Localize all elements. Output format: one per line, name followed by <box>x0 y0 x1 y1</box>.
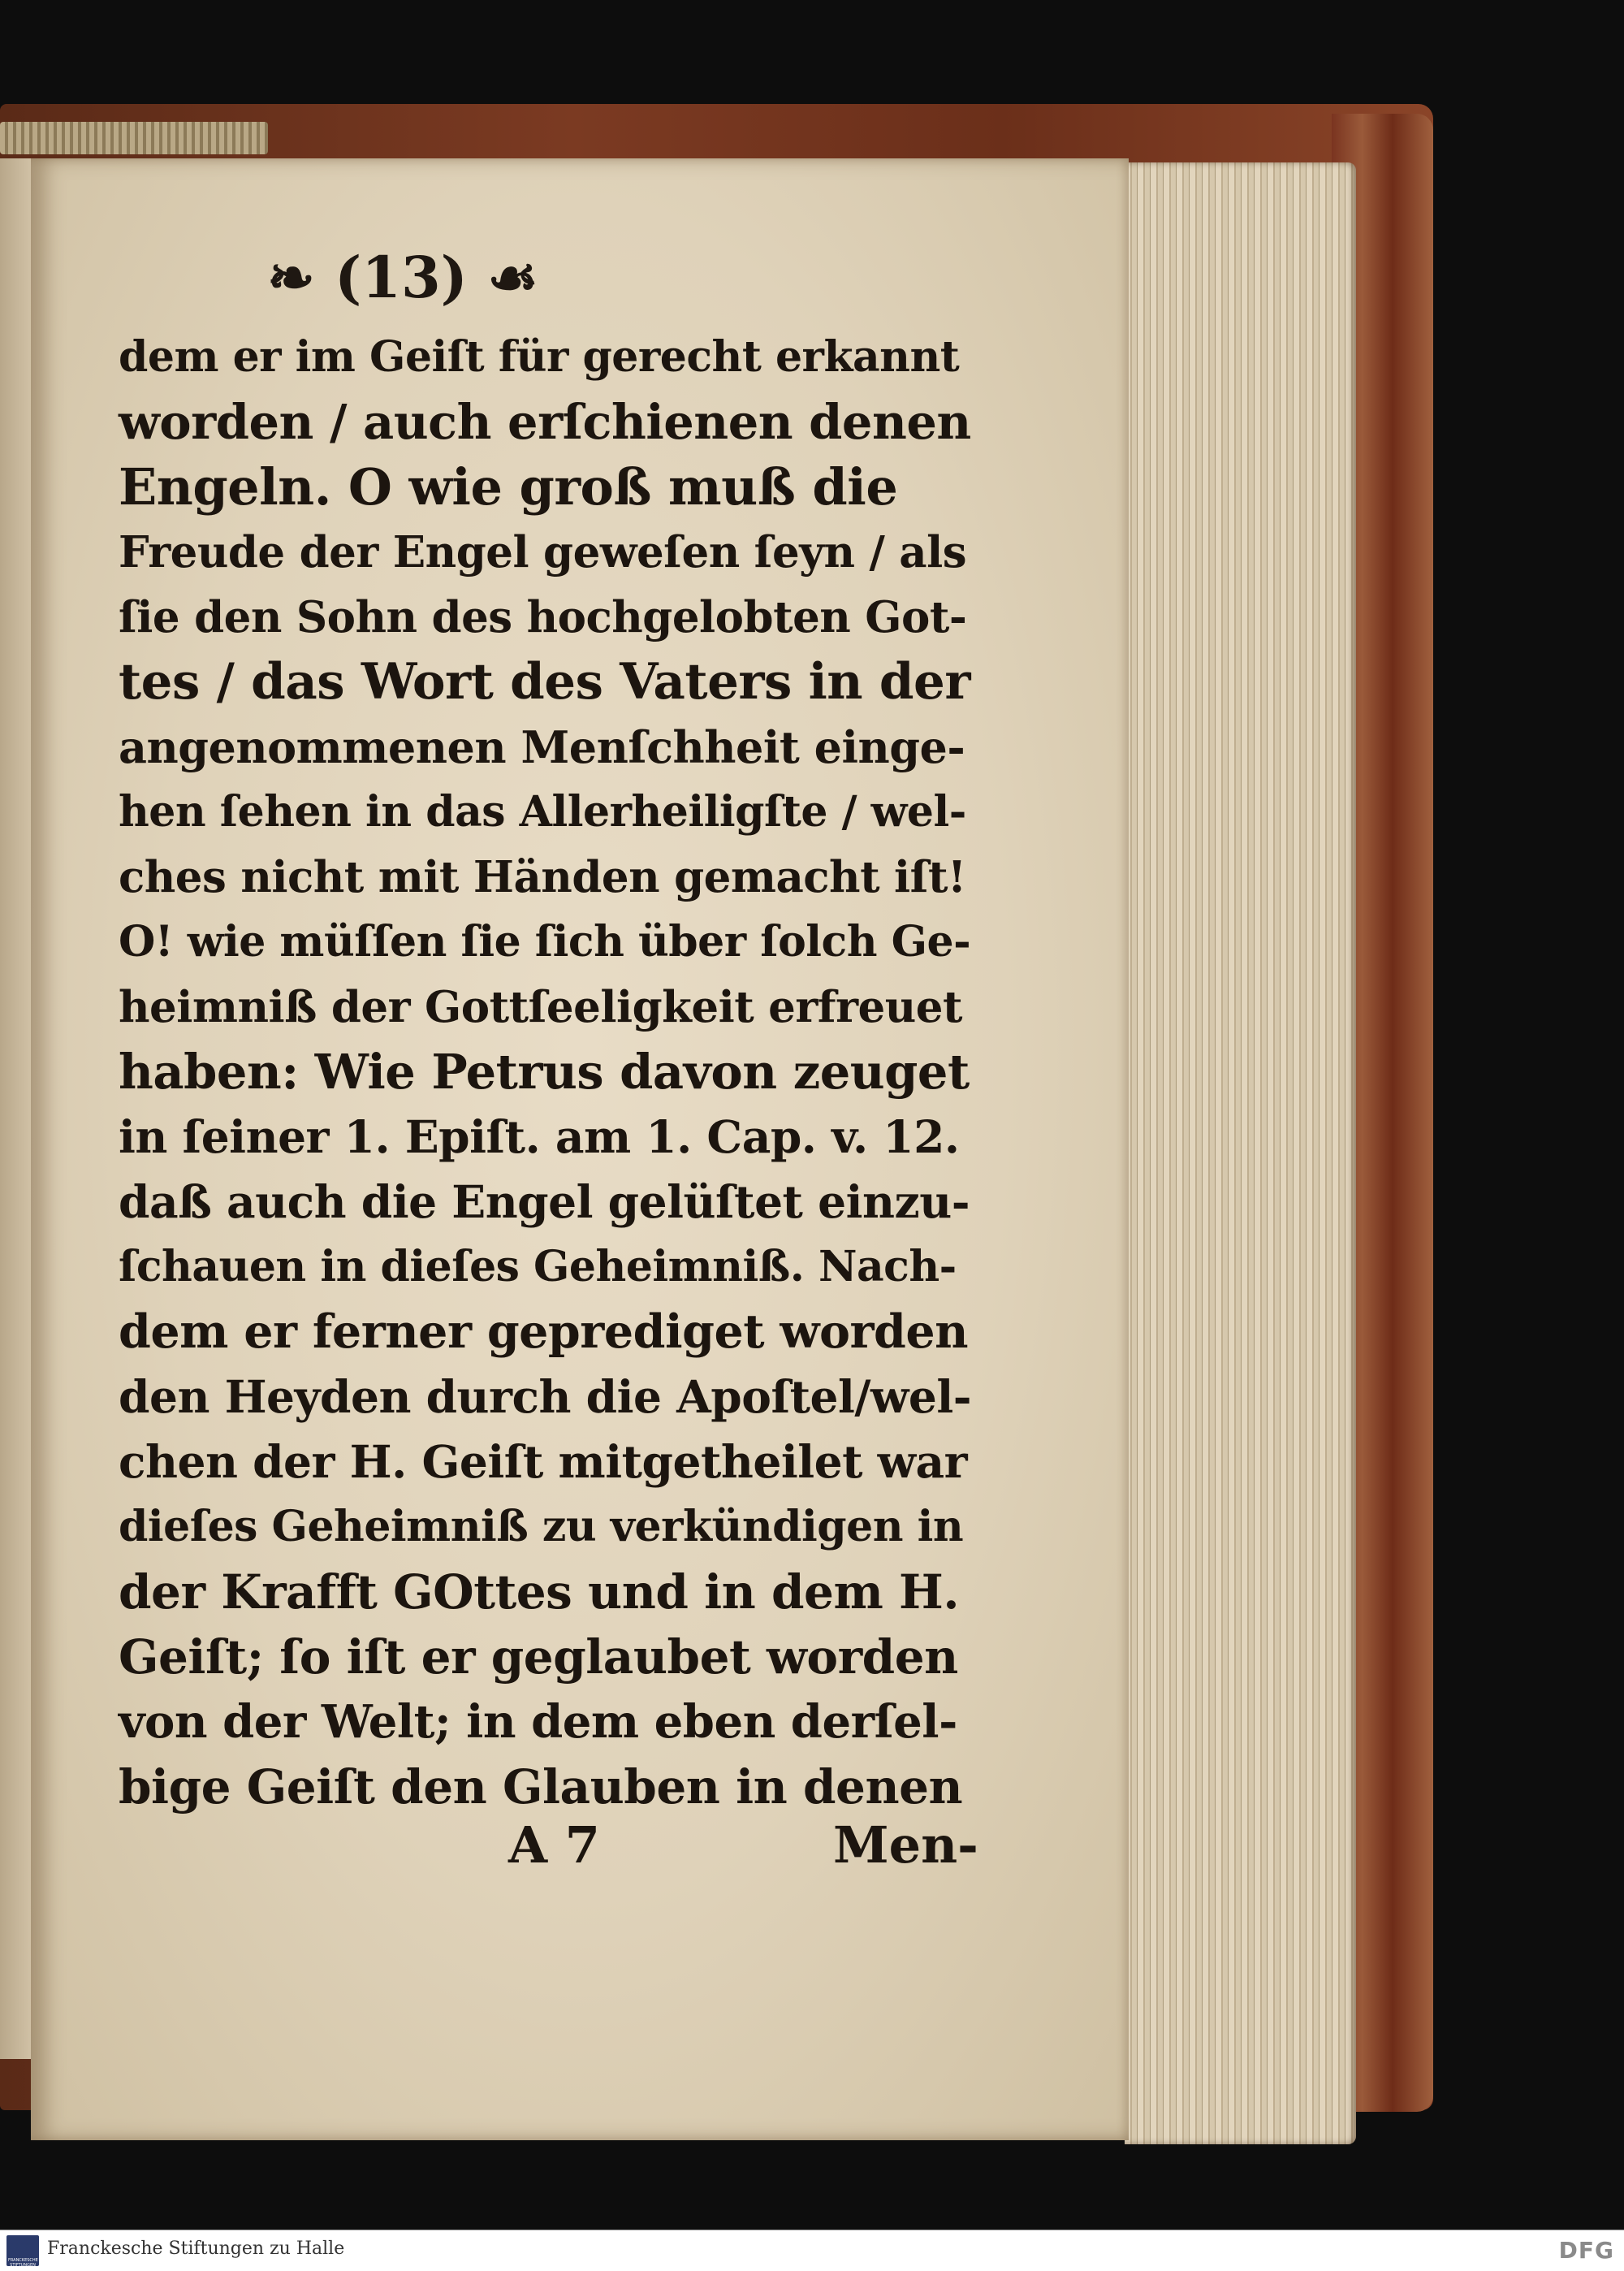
text-line: chen der H. Geiſt mitgetheilet war <box>119 1435 968 1488</box>
logo-text: FRANCKESCHE STIFTUNGEN <box>8 2258 38 2268</box>
text-line: tes / das Wort des Vaters in der <box>119 653 970 711</box>
text-line: Engeln. O wie groß muß die <box>119 457 898 517</box>
institution-logo-icon <box>6 2235 39 2266</box>
catchword: Men- <box>833 1815 978 1875</box>
text-line: dieſes Geheimniß zu verkündigen in <box>119 1502 964 1551</box>
text-line: Freude der Engel geweſen ſeyn / als <box>119 527 967 577</box>
text-line: bige Geiſt den Glauben in denen <box>119 1759 963 1815</box>
text-line: ſie den Sohn des hochgelobten Got- <box>119 592 967 642</box>
text-line: von der Welt; in dem eben derſel- <box>119 1695 957 1749</box>
text-line: haben: Wie Petrus davon zeuget <box>119 1044 970 1100</box>
text-line: O! wie müſſen ſie ſich über ſolch Ge- <box>119 917 971 967</box>
text-line: Geiſt; ſo iſt er geglaubet worden <box>119 1629 958 1685</box>
institution-name: Franckesche Stiftungen zu Halle <box>47 2239 345 2259</box>
text-line: heimniß der Gottſeeligkeit erfreuet <box>119 982 962 1032</box>
text-line: in ſeiner 1. Epiſt. am 1. Cap. v. 12. <box>119 1110 960 1163</box>
funder-logo: DFG <box>1558 2237 1614 2264</box>
text-line: angenommenen Menſchheit einge- <box>119 721 965 773</box>
text-line: hen ſehen in das Allerheiligſte / wel- <box>119 787 966 837</box>
headband <box>0 122 268 154</box>
text-line: den Heyden durch die Apoſtel/wel- <box>119 1370 972 1423</box>
page-header: ❧ (13) ☙ <box>267 244 538 311</box>
text-line: dem er im Geiſt für gerecht erkannt <box>119 332 960 382</box>
text-line: worden / auch erſchienen denen <box>119 394 971 450</box>
text-line: dem er ferner geprediget worden <box>119 1304 969 1359</box>
text-line: ſchauen in dieſes Geheimniß. Nach- <box>119 1242 957 1291</box>
signature-mark: A 7 <box>508 1815 600 1875</box>
page-stack <box>1125 162 1356 2144</box>
text-line: ches nicht mit Händen gemacht iſt! <box>119 852 966 902</box>
text-line: der Krafft GOttes und in dem H. <box>119 1564 960 1620</box>
footer-bar <box>0 2230 1624 2271</box>
text-line: daß auch die Engel gelüſtet einzu- <box>119 1175 970 1228</box>
book-page <box>31 158 1129 2140</box>
